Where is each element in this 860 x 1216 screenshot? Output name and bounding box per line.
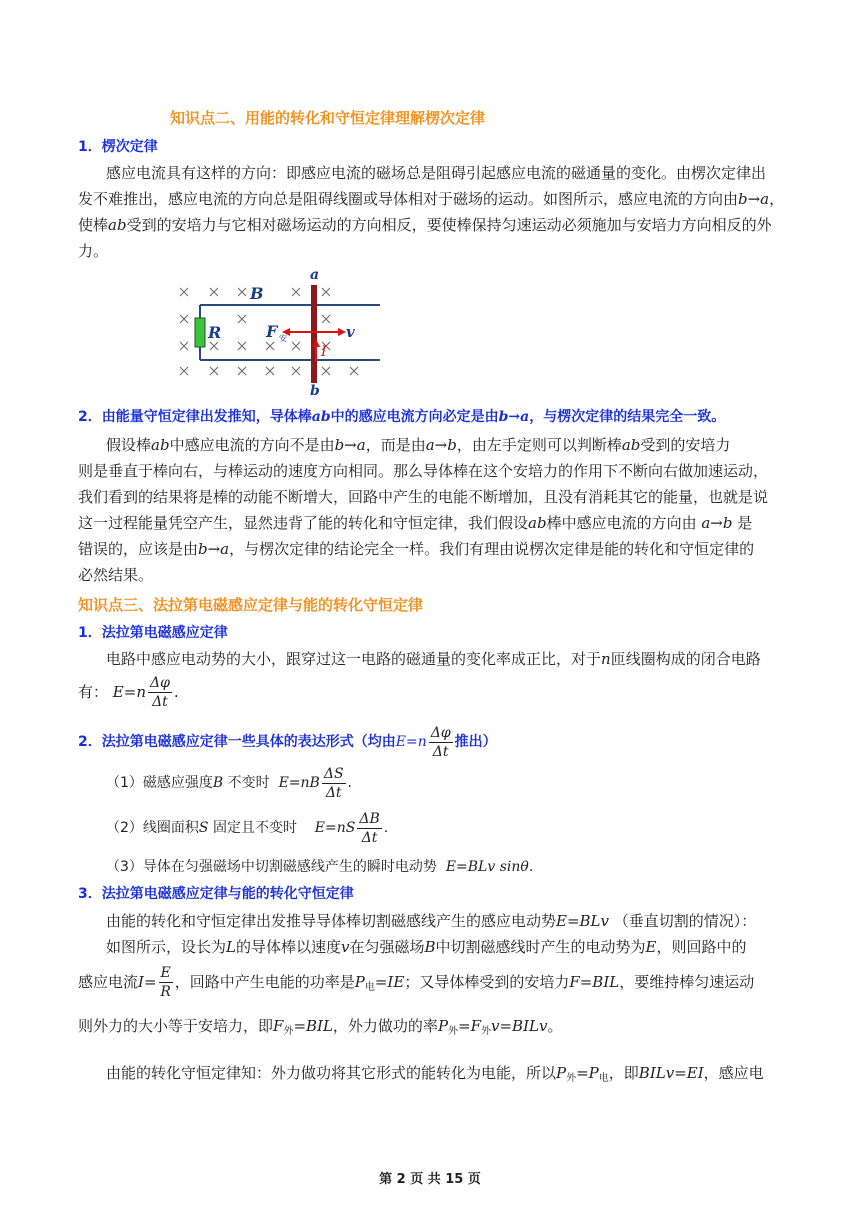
paragraph-line: 我们看到的结果将是棒的动能不断增大，回路中产生的电能不断增加，且没有消耗其它的能量，也就是说	[78, 488, 769, 506]
fraction: $\frac{E}{R}$	[160, 965, 171, 1000]
label-b: b	[310, 383, 320, 399]
label-a: a	[310, 267, 320, 283]
fraction: $\frac{\Delta B}{\Delta t}$	[359, 810, 380, 846]
label-F-sub: 安	[279, 334, 287, 343]
fraction: $\frac{\Delta S}{\Delta t}$	[323, 765, 344, 801]
paragraph-line: 由能的转化和守恒定律出发推导导体棒切割磁感线产生的感应电动势E=BLv （垂直切割的情况）：	[106, 912, 757, 930]
fraction: $\frac{\Delta\varphi}{\Delta t}$	[149, 675, 170, 710]
paragraph-line: 则外力的大小等于安培力，即$F_外=BIL$，外力做功的率$P_外=F_外v=BILv$。	[78, 1017, 563, 1037]
paragraph-line: 这一过程能量凭空产生，显然违背了能的转化和守恒定律，我们假设ab棒中感应电流的方向由 a→b 是	[78, 514, 753, 532]
subsection-title-lenz-law: 1．楞次定律	[78, 139, 158, 155]
formula-line: （1）磁感应强度B 不变时 E=nB $\frac{\Delta S}{\Delta t}$ .	[106, 765, 352, 801]
paragraph-line: 感应电流I= $\frac{E}{R}$ ，回路中产生电能的功率是$P_电=IE$；又导体棒受到的安培力F=BIL，要维持棒匀速运动	[78, 965, 755, 1000]
section-heading-3: 知识点三、法拉第电磁感应定律与能的转化守恒定律	[78, 596, 424, 614]
formula-line: 有： E=n $\frac{\Delta\varphi}{\Delta t}$ .	[78, 675, 179, 710]
paragraph-line: 使棒ab受到的安培力与它相对磁场运动的方向相反，要使棒保持匀速运动必须施加与安培力方向相反的外	[78, 216, 772, 234]
velocity-arrow	[314, 328, 346, 336]
label-R: R	[208, 323, 222, 342]
fraction: $\frac{\Delta\varphi}{\Delta t}$	[430, 724, 451, 760]
paragraph-line: 错误的，应该是由b→a，与楞次定律的结论完全一样。我们有理由说楞次定律是能的转化和守恒定律的	[78, 540, 755, 558]
label-F: F	[266, 322, 278, 341]
paragraph-line: 发不难推出，感应电流的方向总是阻碍线圈或导体相对于磁场的运动。如图所示，感应电流的方向由b→a，	[78, 190, 785, 208]
formula-line: （2）线圈面积S 固定且不变时 E=nS $\frac{\Delta B}{\Delta t}$ .	[106, 810, 389, 846]
paragraph-line: 电路中感应电动势的大小，跟穿过这一电路的磁通量的变化率成正比，对于n匝线圈构成的闭合电路	[106, 650, 761, 668]
paragraph-line: 必然结果。	[78, 566, 154, 584]
paragraph-line: 假设棒ab中感应电流的方向不是由b→a，而是由a→b，由左手定则可以判断棒ab受到的安培力	[106, 436, 731, 454]
page-footer: 第 2 页 共 15 页	[379, 1172, 481, 1187]
paragraph-line: 力。	[78, 242, 109, 260]
subsection-title-faraday: 1．法拉第电磁感应定律	[78, 625, 228, 641]
label-I: I	[321, 344, 327, 360]
subsection-title-forms: 2．法拉第电磁感应定律一些具体的表达形式（均由E=n $\frac{\Delta\varphi}{\Delta t}$ 推出）	[78, 724, 497, 760]
resistor	[195, 318, 205, 347]
section-heading-2: 知识点二、用能的转化和守恒定律理解楞次定律	[170, 109, 486, 127]
conductor-rod	[311, 285, 317, 383]
paragraph-line: 由能的转化守恒定律知：外力做功将其它形式的能转化为电能，所以$P_外=P_电$，即BILv=EI，感应电	[106, 1064, 764, 1084]
paragraph-line: 感应电流具有这样的方向：即感应电流的磁场总是阻碍引起感应电流的磁通量的变化。由楞次定律出	[106, 164, 767, 182]
formula-line: （3）导体在匀强磁场中切割磁感线产生的瞬时电动势 E=BLv sinθ.	[106, 859, 534, 875]
label-B: B	[250, 284, 264, 303]
paragraph-line: 如图所示，设长为L的导体棒以速度v在匀强磁场B中切割磁感线时产生的电动势为E，则回路中的	[106, 938, 747, 956]
label-v: v	[346, 323, 355, 341]
subsection-title-energy: 2．由能量守恒定律出发推知，导体棒ab中的感应电流方向必定是由b→a，与楞次定律的结果完全一致。	[78, 409, 726, 425]
paragraph-line: 则是垂直于棒向右，与棒运动的速度方向相同。那么导体棒在这个安培力的作用下不断向右做加速运动，	[78, 462, 769, 480]
rail-circuit-figure	[170, 265, 390, 400]
subsection-title-energy-conservation: 3．法拉第电磁感应定律与能的转化守恒定律	[78, 886, 354, 902]
